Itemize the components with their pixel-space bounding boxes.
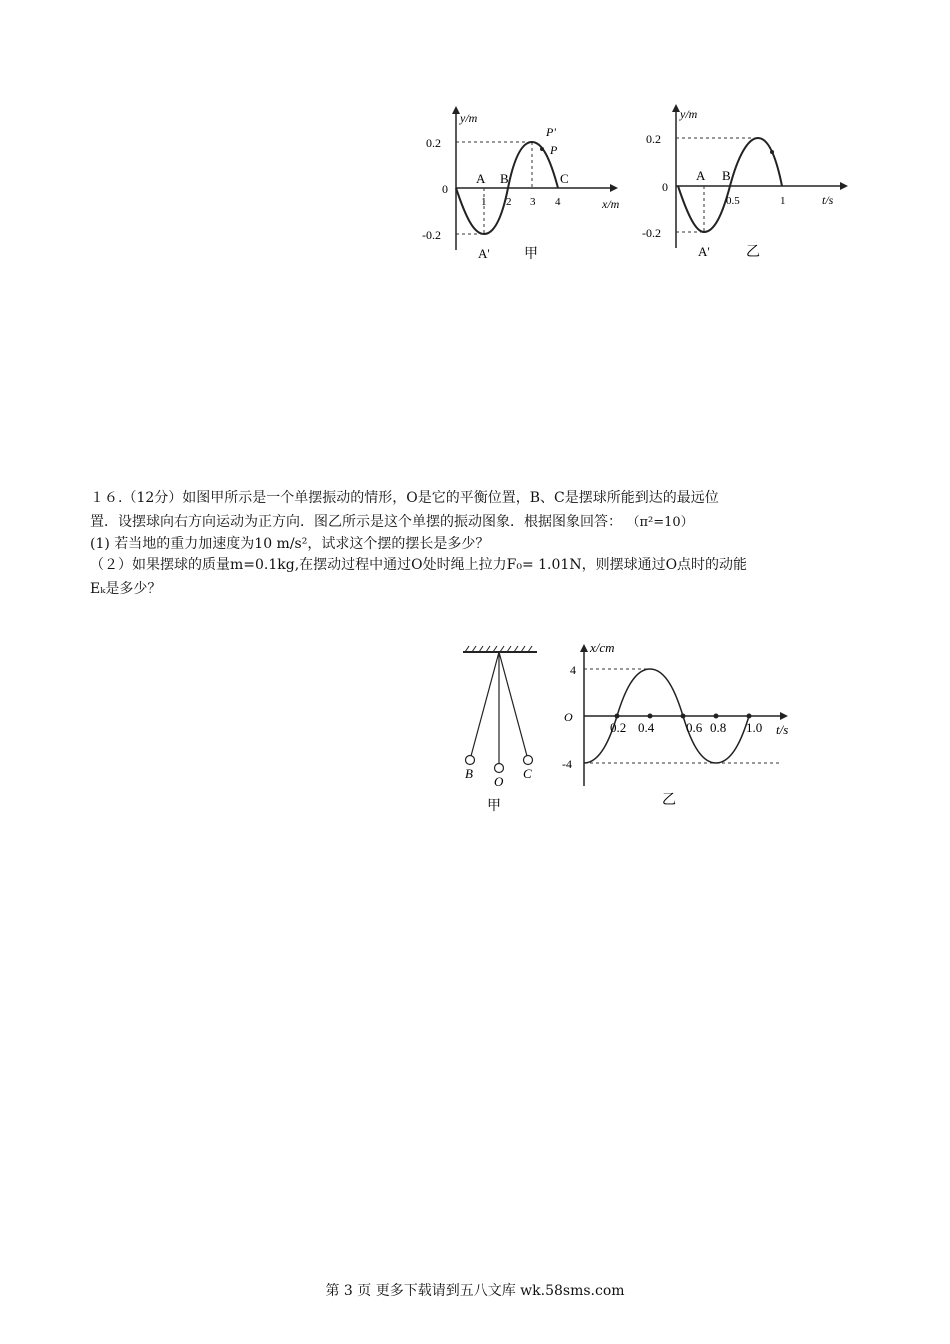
yi-x-tick-05: 0.5 bbox=[726, 195, 740, 207]
jia-y-zero: 0 bbox=[442, 182, 448, 196]
pendulum-label-b: B bbox=[465, 766, 473, 781]
jia-x-tick-1: 1 bbox=[481, 196, 487, 208]
q16-line2-text: 置．设摆球向右方向运动为正方向．图乙所示是这个单摆的振动图象．根据图象回答： bbox=[90, 514, 622, 530]
yi-point-b: B bbox=[722, 168, 731, 183]
page-footer: 第 3 页 更多下载请到五八文库 wk.58sms.com bbox=[325, 1283, 625, 1299]
pendulum-label-c: C bbox=[523, 766, 532, 781]
jia-y-neg: -0.2 bbox=[422, 228, 441, 242]
graph-x-axis-label: t/s bbox=[776, 722, 789, 737]
jia-point-a-prime: A' bbox=[478, 246, 490, 261]
graph-y-axis-label: x/cm bbox=[590, 640, 615, 655]
yi-point-a: A bbox=[696, 168, 706, 183]
yi-y-axis-label: y/m bbox=[680, 107, 698, 121]
pendulum-label-o: O bbox=[494, 774, 504, 789]
yi-point-a-prime: A' bbox=[698, 244, 710, 259]
vibration-graph bbox=[560, 636, 820, 816]
q16-part2-line1: （２）如果摆球的质量m=0.1kg,在摆动过程中通过O处时绳上拉力F₀= 1.01N，则摆球通过O点时的动能 bbox=[90, 557, 748, 573]
yi-x-axis-label: t/s bbox=[822, 193, 834, 207]
jia-point-a: A bbox=[476, 171, 486, 186]
jia-y-pos: 0.2 bbox=[426, 136, 441, 150]
graph-x-tick-10: 1.0 bbox=[746, 720, 763, 735]
jia-x-tick-3: 3 bbox=[530, 196, 536, 208]
graph-x-tick-02: 0.2 bbox=[610, 720, 627, 735]
jia-x-axis-label: x/m bbox=[602, 197, 620, 211]
q16-line2 bbox=[90, 510, 870, 535]
q16-part2-line2: Eₖ是多少？ bbox=[90, 581, 162, 597]
figure-yi bbox=[640, 100, 860, 270]
yi-x-tick-1: 1 bbox=[780, 195, 786, 207]
jia-point-c: C bbox=[560, 171, 569, 186]
yi-y-pos: 0.2 bbox=[646, 132, 661, 146]
q16-condition: （π²=10） bbox=[626, 515, 694, 530]
jia-caption: 甲 bbox=[524, 247, 538, 262]
question-16 bbox=[90, 486, 870, 601]
jia-x-tick-2: 2 bbox=[506, 196, 512, 208]
yi-caption: 乙 bbox=[746, 245, 760, 260]
q16-part1: (1) 若当地的重力加速度为10 m/s²，试求这个摆的摆长是多少？ bbox=[90, 536, 490, 552]
graph-y-neg: -4 bbox=[562, 757, 572, 771]
yi-y-zero: 0 bbox=[662, 180, 668, 194]
q16-line1: １６.（12分）如图甲所示是一个单摆振动的情形，O是它的平衡位置，B、C是摆球所能到达的最远位 bbox=[90, 490, 719, 506]
jia-point-p-prime: P' bbox=[546, 125, 556, 139]
jia-y-axis-label: y/m bbox=[460, 111, 478, 125]
jia-point-b: B bbox=[500, 171, 509, 186]
pendulum-caption: 甲 bbox=[487, 799, 501, 814]
jia-x-tick-4: 4 bbox=[555, 196, 561, 208]
graph-x-tick-06: 0.6 bbox=[686, 720, 703, 735]
jia-point-p: P bbox=[550, 143, 558, 157]
graph-x-tick-04: 0.4 bbox=[638, 720, 655, 735]
yi-y-neg: -0.2 bbox=[642, 226, 661, 240]
graph-y-pos: 4 bbox=[570, 663, 576, 677]
graph-y-zero: O bbox=[564, 710, 573, 724]
pendulum-figure bbox=[455, 640, 565, 820]
graph-x-tick-08: 0.8 bbox=[710, 720, 727, 735]
graph-caption: 乙 bbox=[662, 793, 676, 808]
figure-jia bbox=[420, 100, 620, 270]
